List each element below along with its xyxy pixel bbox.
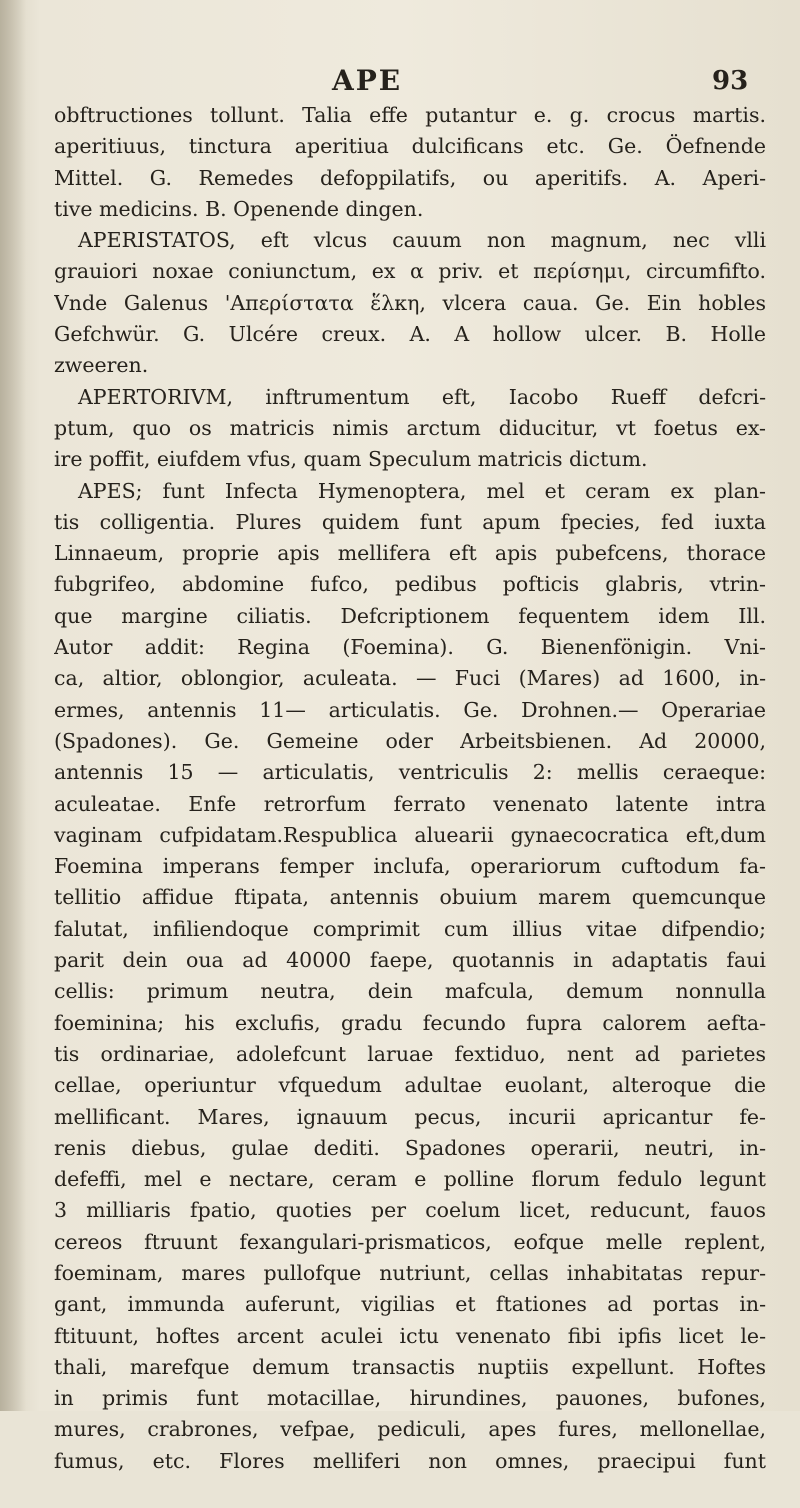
text-line: in primis funt motacillae, hirundines, pauones, bufones,	[54, 1386, 766, 1411]
body-text	[54, 100, 766, 1508]
text-line: cellae, operiuntur vfquedum adultae euolant, alteroque die	[54, 1073, 766, 1098]
text-line: tive medicins. B. Openende dingen.	[54, 196, 424, 221]
text-line: Foemina imperans femper inclufa, operariorum cuftodum fa-	[54, 854, 766, 879]
text-line: que margine ciliatis. Defcriptionem fequentem idem Ill.	[54, 603, 766, 628]
text-line: antennis 15 — articulatis, ventriculis 2: mellis ceraeque:	[54, 760, 766, 785]
text-line: tis colligentia. Plures quidem funt apum fpecies, fed iuxta	[54, 509, 766, 534]
text-line: mures, crabrones, vefpae, pediculi, apes fures, mellonellae,	[54, 1417, 766, 1442]
text-line: gant, immunda auferunt, vigilias et ftationes ad portas in-	[54, 1292, 766, 1317]
text-line: ca, altior, oblongior, aculeata. — Fuci (Mares) ad 1600, in-	[54, 666, 766, 691]
text-line: thali, marefque demum transactis nuptiis expellunt. Hoftes	[54, 1354, 766, 1379]
text-line: cereos ftruunt fexangulari-prismaticos, eofque melle replent,	[54, 1229, 766, 1254]
text-line: vaginam cufpidatam.Respublica aluearii gynaecocratica eft,dum	[54, 822, 766, 847]
text-line: falutat, infiliendoque comprimit cum illius vitae difpendio;	[54, 916, 766, 941]
text-line	[54, 1477, 766, 1508]
entry-headword-line: APES; funt Infecta Hymenoptera, mel et ceram ex plan-	[78, 478, 766, 503]
text-line: 3 milliaris fpatio, quoties per coelum licet, reducunt, fauos	[54, 1198, 766, 1223]
running-head: APE	[332, 64, 403, 97]
page-header	[0, 64, 800, 98]
entry-headword-line: APERTORIVM, inftrumentum eft, Iacobo Rueff defcri-	[78, 384, 766, 409]
text-line: mellificant. Mares, ignauum pecus, incurii apricantur fe-	[54, 1104, 766, 1129]
text-line: tis ordinariae, adolefcunt laruae fextiduo, nent ad parietes	[54, 1041, 766, 1066]
entry-headword-line: APERISTATOS, eft vlcus cauum non magnum, nec vlli	[78, 228, 766, 253]
text-line: Autor addit: Regina (Foemina). G. Bienenfönigin. Vni-	[54, 635, 766, 660]
text-line: aperitiuus, tinctura aperitiua dulcificans etc. Ge. Öefnende	[54, 134, 766, 159]
text-line: obftructiones tollunt. Talia effe putantur e. g. crocus martis.	[54, 103, 766, 127]
text-line: fubgrifeo, abdomine fufco, pedibus pofticis glabris, vtrin-	[54, 572, 766, 597]
text-line: parit dein oua ad 40000 faepe, quotannis in adaptatis faui	[54, 948, 766, 973]
text-line: ire poffit, eiufdem vfus, quam Speculum matricis dictum.	[54, 447, 648, 472]
text-line: tellitio affidue ftipata, antennis obuium marem quemcunque	[54, 885, 766, 910]
text-line: Vnde Galenus 'Απερίστατα ἕλκη, vlcera caua. Ge. Ein hobles	[54, 290, 766, 315]
text-line: Gefchwür. G. Ulcére creux. A. A hollow ulcer. B. Holle	[54, 322, 766, 347]
text-line: cellis: primum neutra, dein mafcula, demum nonnulla	[54, 979, 766, 1004]
gutter-shadow	[0, 0, 26, 1411]
text-line: grauiori noxae coniunctum, ex α priv. et περίσημι, circumfifto.	[54, 259, 766, 284]
text-line: defeffi, mel e nectare, ceram e polline florum fedulo legunt	[54, 1167, 766, 1192]
text-line: fumus, etc. Flores melliferi non omnes, praecipui funt	[54, 1448, 766, 1473]
text-line: Mittel. G. Remedes defoppilatifs, ou aperitifs. A. Aperi-	[54, 165, 766, 190]
text-line: ptum, quo os matricis nimis arctum diducitur, vt foetus ex-	[54, 415, 766, 440]
text-line: Linnaeum, proprie apis mellifera eft apis pubefcens, thorace	[54, 541, 766, 566]
text-line: foeminina; his exclufis, gradu fecundo fupra calorem aefta-	[54, 1010, 766, 1035]
text-line: renis diebus, gulae dediti. Spadones operarii, neutri, in-	[54, 1135, 766, 1160]
text-line: ermes, antennis 11— articulatis. Ge. Drohnen.— Operariae	[54, 697, 766, 722]
page-number: 93	[712, 66, 749, 96]
text-line: ftituunt, hoftes arcent aculei ictu venenato fibi ipfis licet le-	[54, 1323, 766, 1348]
text-line: zweeren.	[54, 353, 149, 378]
text-line: (Spadones). Ge. Gemeine oder Arbeitsbienen. Ad 20000,	[54, 728, 766, 753]
text-line: aculeatae. Enfe retrorfum ferrato venenato latente intra	[54, 791, 766, 816]
text-line: foeminam, mares pullofque nutriunt, cellas inhabitatas repur-	[54, 1260, 766, 1285]
